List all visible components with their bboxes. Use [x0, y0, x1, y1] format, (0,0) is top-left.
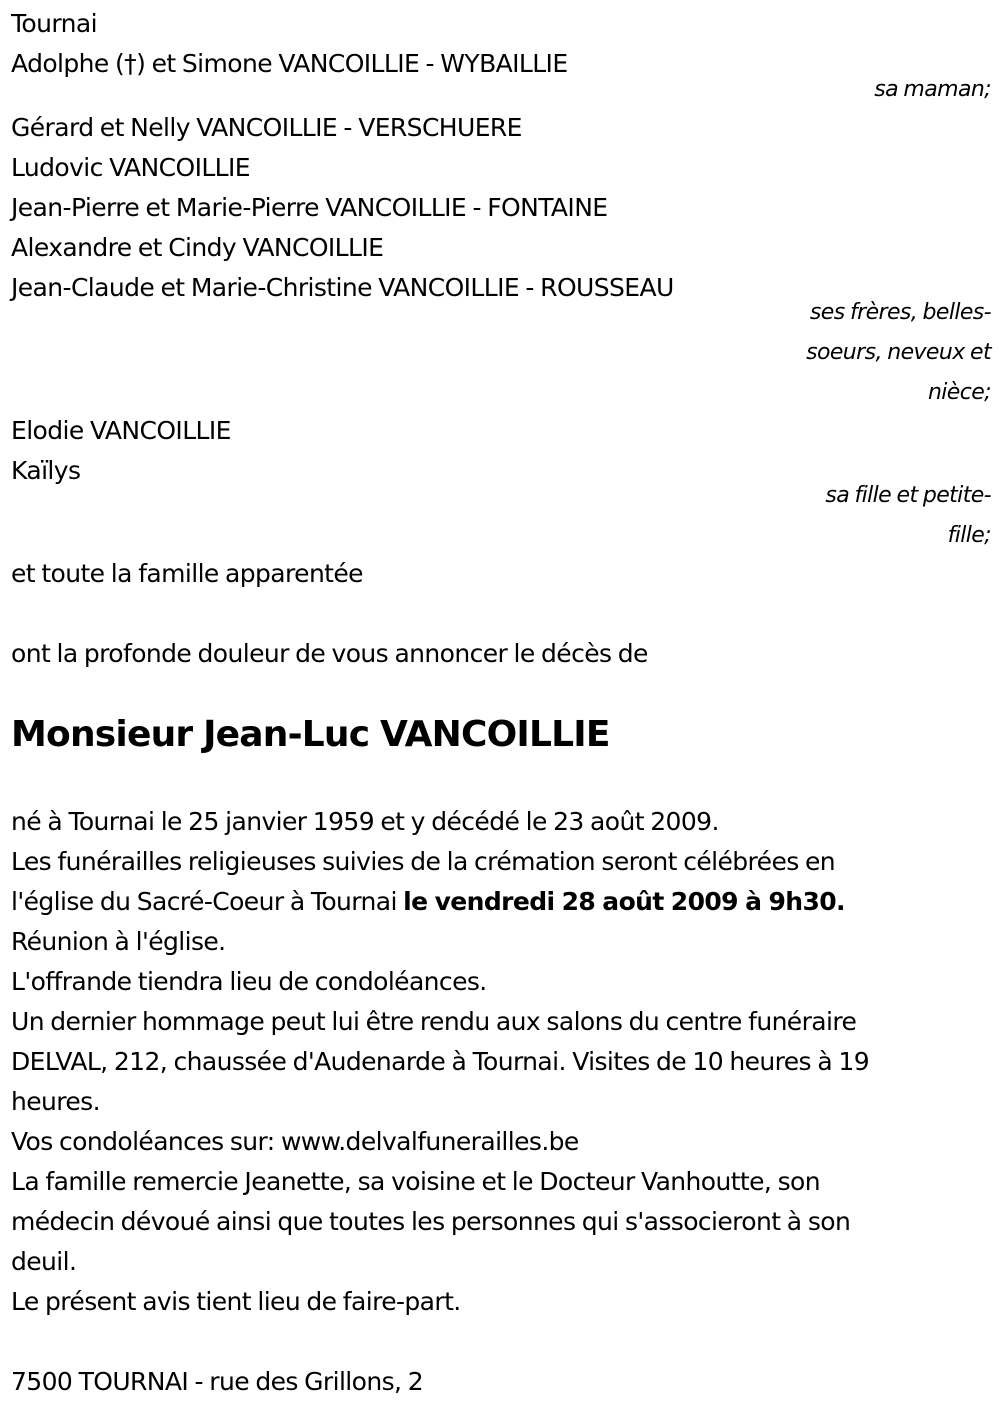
family-sibling-line: Gérard et Nelly VANCOILLIE - VERSCHUERE — [11, 113, 522, 142]
funeral-line: Les funérailles religieuses suivies de la crémation seront célébrées en — [11, 847, 836, 876]
relation-caption-children: sa fille et petite- — [825, 483, 991, 508]
condolences-line — [11, 1122, 991, 1162]
visit-line: Un dernier hommage peut lui être rendu aux salons du centre funéraire — [11, 1007, 857, 1036]
funeral-date-line — [11, 882, 991, 922]
relation-caption-siblings: soeurs, neveux et — [806, 340, 991, 365]
family-mother-line: Adolphe (†) et Simone VANCOILLIE - WYBAILLIE — [11, 49, 568, 78]
relation-caption-siblings: nièce; — [927, 380, 991, 405]
funeral-date-bold: le vendredi 28 août 2009 à 9h30. — [403, 887, 845, 916]
family-child-line: Kaïlys — [11, 456, 81, 485]
meeting-line: Réunion à l'église. — [11, 927, 226, 956]
location-header: Tournai — [11, 9, 97, 38]
thanks-line: médecin dévoué ainsi que toutes les personnes qui s'associeront à son — [11, 1207, 851, 1236]
closing-line: Le présent avis tient lieu de faire-part. — [11, 1287, 461, 1316]
family-child-line: Elodie VANCOILLIE — [11, 416, 231, 445]
family-sibling-line: Alexandre et Cindy VANCOILLIE — [11, 233, 384, 262]
thanks-line: deuil. — [11, 1247, 77, 1276]
extended-family-line: et toute la famille apparentée — [11, 559, 363, 588]
family-sibling-line: Jean-Pierre et Marie-Pierre VANCOILLIE - FONTAINE — [11, 193, 608, 222]
address-line: 7500 TOURNAI - rue des Grillons, 2 — [11, 1367, 424, 1396]
offering-line: L'offrande tiendra lieu de condoléances. — [11, 967, 487, 996]
relation-caption-mother: sa maman; — [874, 77, 991, 102]
condolences-label: Vos condoléances sur: — [11, 1127, 281, 1156]
funeral-church-text: l'église du Sacré-Coeur à Tournai — [11, 887, 404, 916]
thanks-line: La famille remercie Jeanette, sa voisine et le Docteur Vanhoutte, son — [11, 1167, 820, 1196]
visit-line: heures. — [11, 1087, 100, 1116]
birth-death-line: né à Tournai le 25 janvier 1959 et y décédé le 23 août 2009. — [11, 807, 719, 836]
relation-caption-siblings: ses frères, belles- — [809, 300, 991, 325]
relation-caption-children: fille; — [947, 523, 991, 548]
deceased-name-heading: Monsieur Jean-Luc VANCOILLIE — [11, 714, 610, 755]
family-sibling-line: Ludovic VANCOILLIE — [11, 153, 250, 182]
visit-line: DELVAL, 212, chaussée d'Audenarde à Tournai. Visites de 10 heures à 19 — [11, 1047, 869, 1076]
condolences-website-link[interactable]: www.delvalfunerailles.be — [280, 1127, 579, 1156]
family-sibling-line: Jean-Claude et Marie-Christine VANCOILLIE - ROUSSEAU — [11, 273, 674, 302]
announcement-line: ont la profonde douleur de vous annoncer le décès de — [11, 639, 648, 668]
